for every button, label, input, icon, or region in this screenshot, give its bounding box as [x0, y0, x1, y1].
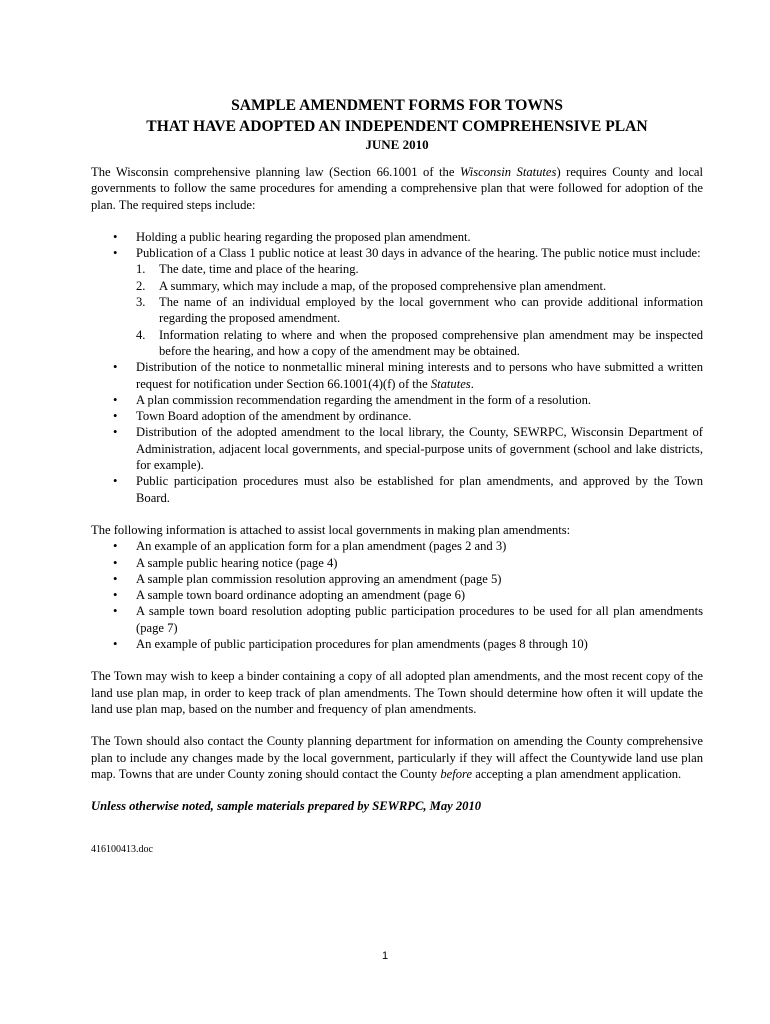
- county-paragraph: The Town should also contact the County planning department for information on amending the County comprehensive plan to include any changes made by the local government, particularly if they will affect the Countywide land use plan map. Towns that are under County zoning should contact the County before accepting a plan amendment application.: [91, 734, 703, 781]
- document-date: JUNE 2010: [365, 137, 429, 152]
- attached-materials-list: [91, 538, 703, 652]
- list-item: • Town Board adoption of the amendment by ordinance.: [91, 408, 703, 424]
- list-item: • Distribution of the adopted amendment to the local library, the County, SEWRPC, Wisconsin Department of Administration, adjacent local governments, and special-purpose units of government (school and lake districts, for example).: [91, 424, 703, 473]
- list-item: • A sample town board ordinance adopting an amendment (page 6): [91, 587, 703, 603]
- list-item: • Public participation procedures must also be established for plan amendments, and approved by the Town Board.: [91, 473, 703, 506]
- title-line-2: THAT HAVE ADOPTED AN INDEPENDENT COMPREHENSIVE PLAN: [146, 118, 648, 135]
- notice-contents-list: [136, 261, 703, 359]
- numbered-item: 3. The name of an individual employed by the local government who can provide additional information regarding the proposed amendment.: [136, 295, 703, 326]
- numbered-item: 1. The date, time and place of the hearing.: [136, 262, 359, 277]
- list-item: • Holding a public hearing regarding the proposed plan amendment.: [91, 229, 703, 245]
- binder-paragraph: The Town may wish to keep a binder containing a copy of all adopted plan amendments, and the most recent copy of the land use plan map, in order to keep track of plan amendments. The Town should determine how often it will update the land use plan map, based on the number and frequency of plan amendments.: [91, 669, 703, 716]
- list-item: • An example of public participation procedures for plan amendments (pages 8 through 10): [91, 636, 703, 652]
- title-line-1: SAMPLE AMENDMENT FORMS FOR TOWNS: [231, 97, 563, 114]
- document-id: 416100413.doc: [91, 844, 153, 856]
- list-item: • A sample public hearing notice (page 4): [91, 555, 703, 571]
- list-item: • A plan commission recommendation regarding the amendment in the form of a resolution.: [91, 392, 703, 408]
- credit-line: Unless otherwise noted, sample materials prepared by SEWRPC, May 2010: [91, 799, 482, 814]
- list-item: • Publication of a Class 1 public notice at least 30 days in advance of the hearing. The public notice must include: 1. The date, time and place of the hearing. 2. A summary, which may include a map, of the proposed comprehensive plan amendment. 3. The name of an individual employed by the local government who can provide additional information regarding the proposed amendment. 4. Information relating to where and when the proposed comprehensive plan amendment may be inspected before the hearing, and how a copy of the amendment may be obtained.: [91, 245, 703, 359]
- intro-paragraph: The Wisconsin comprehensive planning law (Section 66.1001 of the Wisconsin Statutes) requires County and local governments to follow the same procedures for amending a comprehensive plan that were followed for adoption of the plan. The required steps include:: [91, 165, 704, 212]
- numbered-item: 2. A summary, which may include a map, of the proposed comprehensive plan amendment.: [136, 278, 607, 293]
- page-number: 1: [381, 950, 389, 962]
- list-item: • A sample town board resolution adopting public participation procedures to be used for all plan amendments (page 7): [91, 603, 703, 636]
- statutes-italic: Wisconsin Statutes: [459, 165, 557, 179]
- attached-intro: The following information is attached to assist local governments in making plan amendments:: [91, 522, 571, 537]
- list-item: • Distribution of the notice to nonmetallic mineral mining interests and to persons who have submitted a written request for notification under Section 66.1001(4)(f) of the Statutes.: [91, 359, 703, 392]
- numbered-item: 4. Information relating to where and when the proposed comprehensive plan amendment may be inspected before the hearing, and how a copy of the amendment may be obtained.: [136, 327, 703, 358]
- list-item: • A sample plan commission resolution approving an amendment (page 5): [91, 571, 703, 587]
- document-body: [91, 95, 703, 856]
- required-steps-list: [91, 229, 703, 506]
- list-item: • An example of an application form for a plan amendment (pages 2 and 3): [91, 538, 703, 554]
